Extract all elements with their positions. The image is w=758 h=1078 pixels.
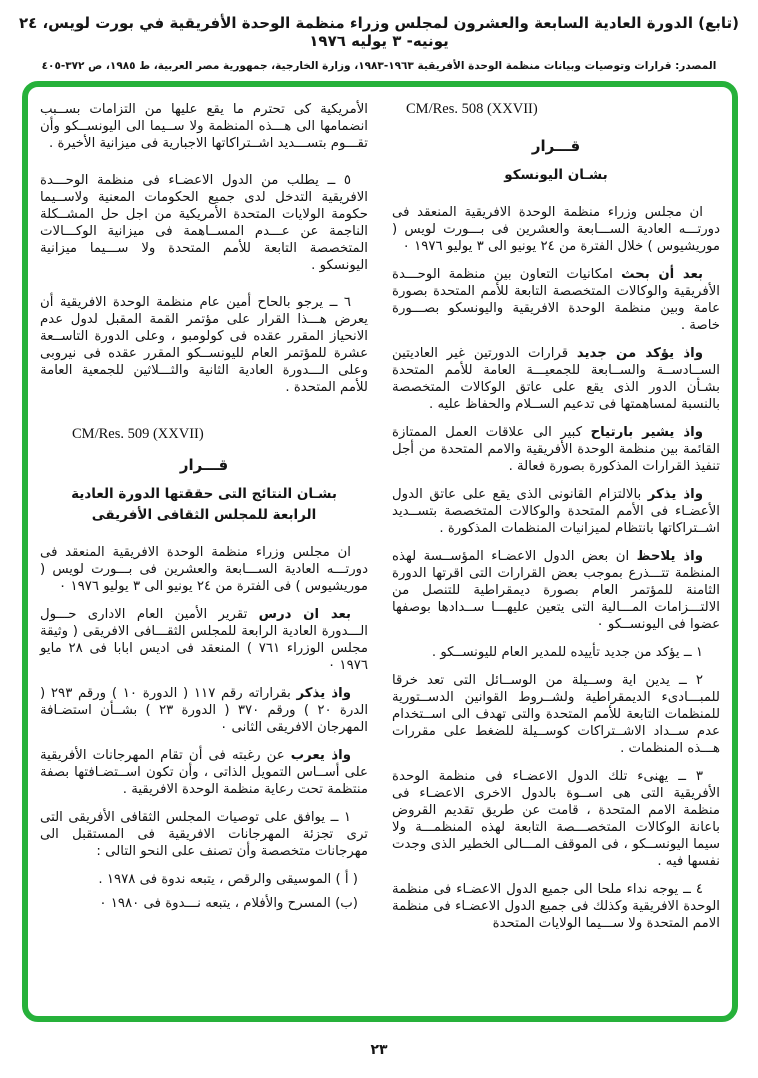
resolution-id-508: CM/Res. 508 (XXVII): [406, 101, 538, 117]
resolution-508-title: قـــرار: [531, 137, 581, 155]
resolution-id-509: CM/Res. 509 (XXVII): [72, 426, 204, 442]
list-item: ٥ ــ يطلب من الدول الاعضـاء فى منظمة الوحـــدة الافريقية التدخل لدى جميع الحكومات المعنية ولاســيما حكومة الولايات المتحدة الأمريكية من اجل حل المشــكلة الناجمة عن عـــدم المســاهمة فى ميزانية الوكـــالات المتخصصة التابعة للأمم المتحدة ولا ســـيما ميزانية اليونسكو .: [40, 173, 368, 273]
resolution-508-subject: بشـان اليونسكو: [504, 167, 608, 183]
resolution-509-subject-line1: بشـان النتائج التى حققتها الدورة العادية: [71, 486, 337, 502]
list-item: ١ ــ يؤكد من جديد تأييده للمدير العام لليونســكو .: [431, 645, 703, 660]
resolution-509-title: قـــرار: [179, 456, 229, 474]
column-right: [392, 99, 720, 1016]
paragraph: ان مجلس وزراء منظمة الوحدة الافريقية المنعقد فى دورتـــه العادية الســـابعة والعشرين فى بـــورت لويس ( موريشيوس ) فى الفترة من ٢٤ يونيو الى ٣ يوليو ١٩٧٦ ٠: [40, 545, 368, 594]
resolution-509-subject-line2: الرابعة للمجلس الثقافى الأفريقى: [91, 507, 317, 523]
page-frame: [22, 81, 738, 1022]
list-item: ٣ ــ يهنىء تلك الدول الاعضـاء فى منظمة الوحدة الأفريقية التى هى اســوة بالدول الاخرى الاعضـاء فى منظمة الامم المتحدة ، قامت عن طريق تقديم القروض باعانة الوكالات المتخصـــصة التابعة لهذه المنظمـــة ولا سيما اليونســكو ، فى الموقف المـــالى الخطير الذى وجدت نفسها فيه .: [392, 769, 720, 869]
column-left: [40, 99, 368, 1016]
paragraph: ان مجلس وزراء منظمة الوحدة الافريقية المنعقد فى دورتـــه العادية الســـابعة والعشرين فى بـــورت لويس ( موريشيوس ) خلال الفترة من ٢٤ يونيو الى ٣ يوليو ١٩٧٦ ٠: [392, 205, 720, 254]
header-source-line: المصدر: قرارات وتوصيات وبيانات منظمة الوحدة الأفريقية ١٩٦٣-١٩٨٣، وزارة الخارجية، جمهورية مصر العربية، ط ١٩٨٥، ص ٣٧٢-٤٠٥: [41, 60, 717, 72]
list-item: ٤ ــ يوجه نداء ملحا الى جميع الدول الاعضـاء فى منظمة الوحدة الافريقية وكذلك فى جميع الدول الاعضـاء فى منظمة الامم المتحدة ولا ســـيما الولايات المتحدة: [392, 882, 720, 931]
paragraph: بعد أن بحث امكانيات التعاون بين منظمة الوحـــدة الأفريقية والوكالات المتخصصة التابعة للأمم المتحدة بصورة عامة وبين منظمة الوحدة الافريقية واليونسكو بصـــورة خاصة .: [392, 267, 720, 333]
list-item: ٦ ــ يرجو بالحاح أمين عام منظمة الوحدة الافريقية أن يعرض هـــذا القرار على مؤتمر القمة المقبل لدول عدم الانحياز المقرر عقده فى كولومبو ، وعلى الدورة التاســعة عشرة للمؤتمر العام لليونســكو المقرر عقده فى نيروبى وعلى الـــدورة العادية الثانية والثـــلاثين للجمعية العامة للأمم المتحدة .: [40, 295, 368, 395]
paragraph: واذ يذكر بالالتزام القانونى الذى يقع على عاتق الدول الأعضـاء فى الأمم المتحدة والوكالات المتخصصة بتســديد اشــتراكاتها بانتظام لميزانيات المنظمات المذكورة .: [392, 487, 720, 536]
paragraph: واذ يعرب عن رغبته فى أن تقام المهرجانات الأفريقية على أســاس التمويل الذاتى ، وأن تكون اســتضـافتها بصفة منتظمة تحت رعاية منظمة الوحدة الافريقية .: [40, 748, 368, 797]
paragraph: واذ يؤكد من جديد قرارات الدورتين غير العاديتين الســادســة والســابعة للجمعيـــة العامة للأمم المتحدة بشـأن الدور الذى يقع على عاتق الوكالات المتخصصة بالنسبة لمساهمتها فى تدعيم الســلام والحفاظ عليه .: [392, 346, 720, 412]
content-columns: [28, 87, 732, 1016]
list-item: ( أ ) الموسيقى والرقص ، يتبعه ندوة فى ١٩٧٨ .: [98, 872, 358, 887]
page-number: ٢٣: [370, 1042, 388, 1058]
paragraph-continuation: الأمريكية كى تحترم ما يقع عليها من التزامات بســبب انضمامها الى هـــذه المنظمة ولا ســيما الى اليونســكو وأن تقـــوم بتســـديد اشــتراكاتها الاجبارية فى ميزانية الأخيرة .: [40, 102, 368, 151]
paragraph: واذ يلاحظ ان بعض الدول الاعضـاء المؤســسة لهذه المنظمة تتـــذرع بموجب بعض القرارات التى اقرتها الدورة الثامنة للمؤتمر العام بصورة ديمقراطية للتنصل من الالتـــزامات المـــالية التى يتعين عليهـــا ســدادها بوصفها عضوا فى اليونســكو ٠: [392, 549, 720, 632]
paragraph: بعد ان درس تقرير الأمين العام الادارى حـــول الـــدورة العادية الرابعة للمجلس الثقـــافى الافريقى ( وثيقة مجلس الوزراء ٧٦١ ) المنعقد فى اديس ابابا فى ٢٨ مايو ١٩٧٦ ٠: [40, 607, 369, 673]
list-item: ٢ ــ يدين اية وســيلة من الوســائل التى تعد خرقا للمبـــادىء الديمقراطية ولشــروط القوانين الدســتورية للمنظمات التابعة للأمم المتحدة والتى تهدف الى اســتخدام عدم ســداد الاشــتراكات كوســيلة للضغط على مقررات هـــذه المنظمات .: [392, 673, 720, 756]
list-item: ١ ــ يوافق على توصيات المجلس الثقافى الأفريقى التى ترى تجزئة المهرجانات الافريقية فى المستقبل الى مهرجانات متخصصة وأن تصنف على النحو التالى :: [40, 810, 368, 859]
list-item: (ب) المسرح والأفلام ، يتبعه نـــدوة فى ١٩٨٠ ٠: [99, 896, 358, 911]
page-header: [0, 14, 758, 72]
paragraph: واذ يذكر بقراراته رقم ١١٧ ( الدورة ١٠ ) ورقم ٢٩٣ ( الدرة ٢٠ ) ورقم ٣٧٠ ( الدورة ٢٣ ) بشــأن استضـافة المهرجان الافريقى الثانى ٠: [40, 686, 369, 735]
paragraph: واذ يشير بارتياح كبير الى علاقات العمل الممتازة القائمة بين منظمة الوحدة الأفريقية والامم المتحدة من أجل تنفيذ القرارات المذكورة بصورة فعالة .: [392, 425, 720, 474]
header-title: (تابع) الدورة العادية السابعة والعشرون لمجلس وزراء منظمة الوحدة الأفريقية في بورت لويس، ٢٤ يونيه- ٣ يوليه ١٩٧٦: [18, 14, 740, 50]
